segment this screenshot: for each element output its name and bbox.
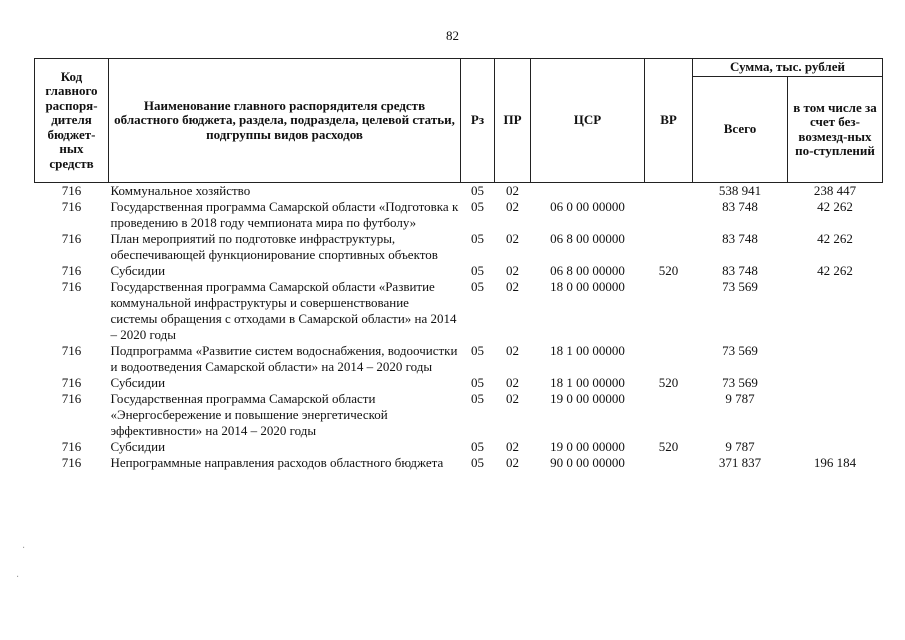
cell-vr [645,183,693,200]
cell-code: 716 [61,455,82,470]
cell-code: 716 [61,231,82,246]
cell-code: 716 [61,375,82,390]
cell-code: 716 [61,263,82,278]
cell-total: 371 837 [718,455,762,470]
cell-code: 716 [61,199,82,214]
header-rz: Рз [461,59,495,183]
table-row [35,231,883,263]
cell-total: 73 569 [722,343,758,358]
cell-csr: 90 0 00 00000 [550,455,625,470]
table-row [35,263,883,279]
cell-csr: 06 8 00 00000 [550,263,625,278]
cell-csr [531,183,645,200]
table-row [35,391,883,439]
cell-pr: 02 [506,199,519,214]
table-row [35,455,883,471]
cell-csr: 06 8 00 00000 [550,231,625,246]
cell-name: Непрограммные направления расходов областного бюджета [110,455,444,470]
cell-free [788,375,883,391]
table-header [35,59,883,183]
table-row [35,375,883,391]
cell-csr: 19 0 00 00000 [550,439,625,454]
scan-mark: · [22,543,26,554]
cell-csr: 18 0 00 00000 [550,279,625,294]
table-row [35,183,883,200]
cell-free: 42 262 [817,199,853,214]
cell-csr: 06 0 00 00000 [550,199,625,214]
cell-free: 196 184 [813,455,857,470]
cell-vr: 520 [658,439,679,454]
cell-pr: 02 [506,375,519,390]
cell-total: 9 787 [725,439,755,454]
budget-table [34,58,883,471]
cell-rz: 05 [471,375,484,390]
cell-free: 238 447 [813,183,857,198]
header-free: в том числе за счет без-возмезд-ных по-ступлений [788,77,883,183]
cell-code: 716 [61,183,82,198]
cell-free [788,391,883,439]
cell-rz: 05 [471,455,484,470]
cell-code: 716 [61,343,82,358]
cell-total: 73 569 [722,375,758,390]
header-sum: Сумма, тыс. рублей [693,59,883,77]
cell-name: Субсидии [110,263,166,278]
cell-rz: 05 [471,439,484,454]
cell-free [788,439,883,455]
cell-name: Государственная программа Самарской области «Развитие коммунальной инфраструктуры и совершенствование системы обращения с отходами в Самарской области» на 2014 – 2020 годы [110,279,457,342]
cell-vr [645,199,693,231]
cell-name: Коммунальное хозяйство [110,183,251,198]
cell-free [788,279,883,343]
cell-vr: 520 [658,375,679,390]
cell-vr: 520 [658,263,679,278]
table-body [35,183,883,472]
cell-name: Государственная программа Самарской области «Энергосбережение и повышение энергетической эффективности» на 2014 – 2020 годы [110,391,388,438]
header-pr: ПР [495,59,531,183]
cell-rz: 05 [471,183,484,198]
cell-vr [645,231,693,263]
cell-total: 73 569 [722,279,758,294]
cell-csr: 18 1 00 00000 [550,375,625,390]
cell-rz: 05 [471,199,484,214]
cell-rz: 05 [471,391,484,406]
cell-pr: 02 [506,455,519,470]
cell-total: 83 748 [722,231,758,246]
table-row [35,343,883,375]
cell-vr [645,391,693,439]
table-row [35,279,883,343]
cell-rz: 05 [471,343,484,358]
header-code: Код главного распоря-дителя бюджет-ных средств [35,59,109,183]
cell-total: 83 748 [722,199,758,214]
cell-rz: 05 [471,279,484,294]
cell-name: Подпрограмма «Развитие систем водоснабжения, водоочистки и водоотведения Самарской области» на 2014 – 2020 годы [110,343,458,374]
header-csr: ЦСР [531,59,645,183]
header-name: Наименование главного распорядителя средств областного бюджета, раздела, подраздела, целевой статьи, подгруппы видов расходов [109,59,461,183]
cell-pr: 02 [506,183,519,198]
cell-code: 716 [61,279,82,294]
cell-rz: 05 [471,263,484,278]
table-row [35,439,883,455]
cell-csr: 19 0 00 00000 [550,391,625,406]
cell-vr [645,343,693,375]
cell-name: Субсидии [110,375,166,390]
scan-mark: · [16,572,20,583]
cell-pr: 02 [506,343,519,358]
cell-free [788,343,883,375]
cell-free: 42 262 [817,263,853,278]
cell-pr: 02 [506,263,519,278]
cell-rz: 05 [471,231,484,246]
cell-name: План мероприятий по подготовке инфраструктуры, обеспечивающей функционирование спортивных объектов [110,231,438,262]
cell-name: Государственная программа Самарской области «Подготовка к проведению в 2018 году чемпионата мира по футболу» [110,199,459,230]
table-row [35,199,883,231]
cell-pr: 02 [506,231,519,246]
cell-csr: 18 1 00 00000 [550,343,625,358]
page-number: 82 [446,28,459,43]
cell-code: 716 [61,439,82,454]
cell-name: Субсидии [110,439,166,454]
cell-pr: 02 [506,391,519,406]
cell-vr [645,455,693,471]
header-vr: ВР [645,59,693,183]
cell-total: 538 941 [718,183,762,198]
cell-total: 83 748 [722,263,758,278]
header-total: Всего [693,77,788,183]
cell-vr [645,279,693,343]
cell-total: 9 787 [725,391,755,406]
cell-pr: 02 [506,439,519,454]
cell-free: 42 262 [817,231,853,246]
cell-code: 716 [61,391,82,406]
cell-pr: 02 [506,279,519,294]
